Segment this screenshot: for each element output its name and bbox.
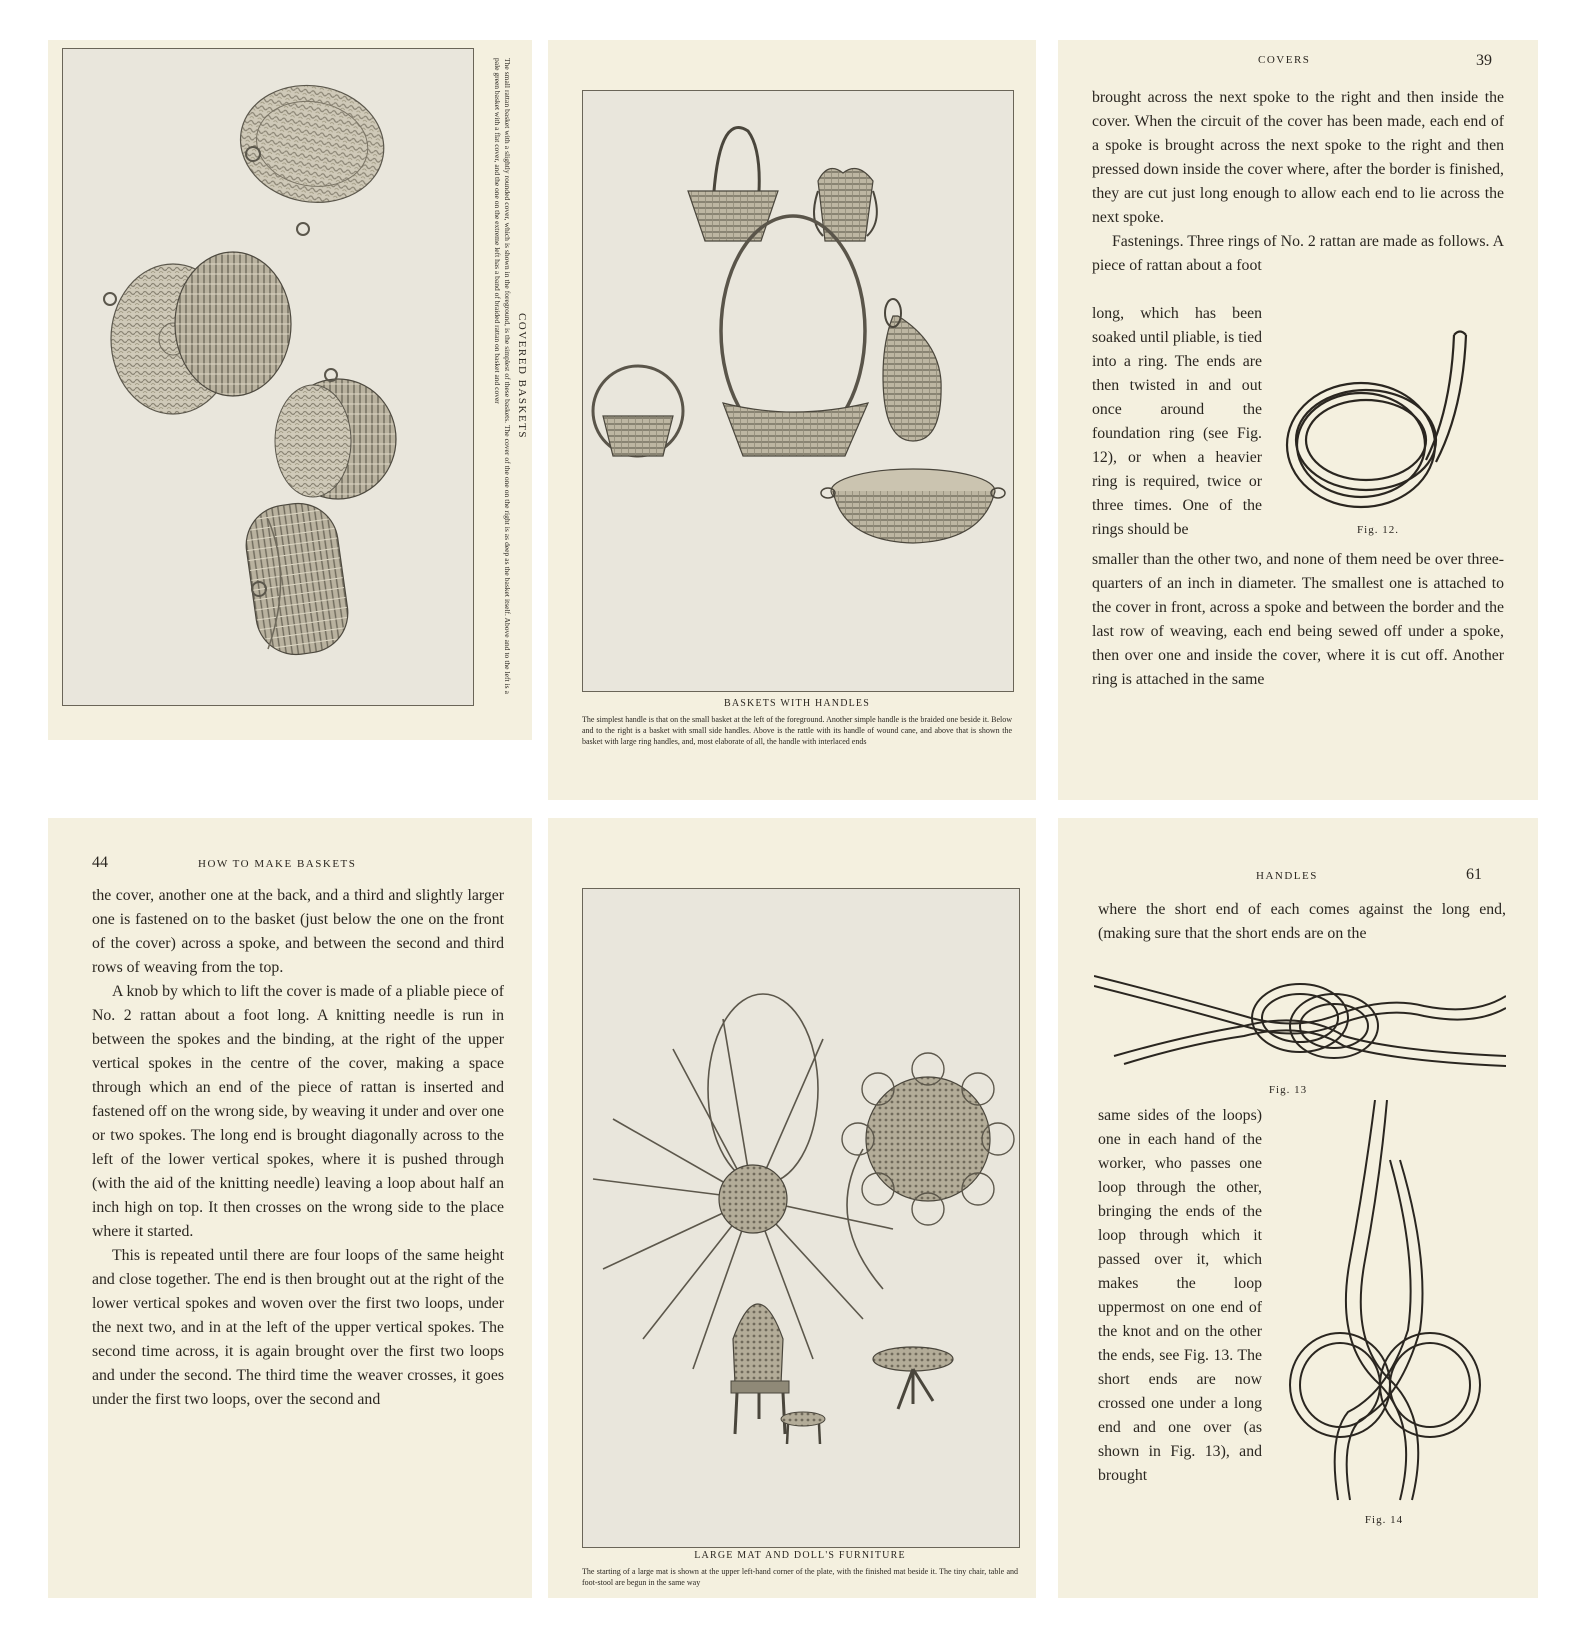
paragraph-side: same sides of the loops) one in each hand of the worker, who passes one loop through the other, bringing the ends of the loop through which it passed over it, which makes the loop uppermost on one end of the knot and on the other the ends, see Fig. 13. The short ends are now crossed one under a long end and one over (as shown in Fig. 13), and brought bbox=[1098, 1107, 1262, 1484]
book-page-large-mat bbox=[548, 818, 1036, 1598]
book-page-44 bbox=[48, 818, 532, 1598]
body-text-wrap bbox=[1092, 302, 1262, 542]
figure-14-knot bbox=[1280, 1100, 1490, 1510]
paragraph-fastenings: Fastenings. Three rings of No. 2 rattan are made as follows. A piece of rattan about a foot bbox=[1092, 233, 1504, 274]
baskets-with-handles-illustration bbox=[583, 91, 1013, 691]
plate-title: COVERED BASKETS bbox=[516, 312, 528, 440]
paragraph-1: the cover, another one at the back, and a third and slightly larger one is fastened on to the basket (just below the one on the front of the cover) across a spoke, and between the second and third rows of weaving from the top. bbox=[92, 887, 504, 976]
plate-photo-large-mat bbox=[582, 888, 1020, 1548]
large-mat-illustration bbox=[583, 889, 1019, 1547]
running-head: HANDLES bbox=[1256, 870, 1318, 882]
body-text-top bbox=[1098, 898, 1506, 946]
body-text-bottom bbox=[1092, 548, 1504, 692]
plate-photo-covered-baskets bbox=[62, 48, 474, 706]
page-number: 44 bbox=[92, 854, 108, 871]
plate-caption: The small rattan basket with a slightly rounded cover, which is shown in the foreground, is the simplest of these baskets. The cover of the one on the right is as deep as the basket itself. Above and to the left is a pale green basket with a flat cover, and the one on the extreme left has a band of braided rattan on basket and cover bbox=[493, 58, 512, 694]
paragraph-2: A knob by which to lift the cover is made of a pliable piece of No. 2 rattan about a foot long. A knitting needle is run in between the spokes and the binding, at the right of the upper vertical spokes in the centre of the cover, making a space through which an end of the piece of rattan is inserted and fastened off on the wrong side, by weaving it under and over one or two spokes. The long end is brought diagonally across to the left of the lower vertical spokes, where it is pushed through (with the aid of the knitting needle) leaving a loop about half an inch high on top. It then crosses on the wrong side to the place where it started. bbox=[92, 983, 504, 1240]
page-number: 39 bbox=[1476, 52, 1492, 69]
book-page-baskets-with-handles bbox=[548, 40, 1036, 800]
body-text-wrap bbox=[1098, 1104, 1262, 1488]
figure-13-knot bbox=[1094, 956, 1506, 1076]
reef-knot-drawing bbox=[1094, 956, 1506, 1076]
plate-caption: The starting of a large mat is shown at the upper left-hand corner of the plate, with the finished mat beside it. The tiny chair, table and foot-stool are begun in the same way bbox=[582, 1567, 1018, 1587]
plate-caption: The simplest handle is that on the small basket at the left of the foreground. Another simple handle is the braided one beside it. Below and to the right is a basket with small side handles. Above is the rattle with its handle of wound cane, and above that is shown the basket with large ring handles, and, most elaborate of all, the handle with interlaced ends bbox=[582, 715, 1012, 746]
running-head: HOW TO MAKE BASKETS bbox=[198, 858, 357, 870]
book-page-39 bbox=[1058, 40, 1538, 800]
plate-title: LARGE MAT AND DOLL'S FURNITURE bbox=[694, 1550, 906, 1561]
page-number: 61 bbox=[1466, 866, 1482, 883]
plate-photo-baskets-with-handles bbox=[582, 90, 1014, 692]
figure-13-label: Fig. 13 bbox=[1268, 1084, 1308, 1096]
handle-knot-drawing bbox=[1280, 1100, 1490, 1510]
figure-14-label: Fig. 14 bbox=[1364, 1514, 1404, 1526]
paragraph-top: where the short end of each comes against the long end, (making sure that the short ends are on the bbox=[1098, 901, 1506, 942]
paragraph-bottom: smaller than the other two, and none of them need be over three-quarters of an inch in diameter. The smallest one is attached to the cover in front, across a spoke and between the border and the last row of weaving, each end being sewed off under a spoke, then over one and inside the cover, where it is cut off. Another ring is attached in the same bbox=[1092, 551, 1504, 688]
figure-12-label: Fig. 12. bbox=[1357, 524, 1399, 536]
book-page-61 bbox=[1058, 818, 1538, 1598]
plate-title: BASKETS WITH HANDLES bbox=[723, 698, 871, 709]
book-page-covered-baskets bbox=[48, 40, 532, 740]
ring-knot-drawing bbox=[1276, 310, 1476, 520]
paragraph-side: long, which has been soaked until pliable, is tied into a ring. The ends are then twisted in and out once around the foundation ring (see Fig. 12), or when a heavier ring is required, twice or three times. One of the rings should be bbox=[1092, 305, 1262, 538]
paragraph-3: This is repeated until there are four loops of the same height and close together. The end is then brought out at the right of the lower vertical spokes and woven over the first two loops, under the next two, and in at the left of the upper vertical spokes. The second time across, it is again brought over the first two loops and under the second. The third time the weaver crosses, it goes under the first two loops, over the second and bbox=[92, 1247, 504, 1408]
body-text-top bbox=[1092, 86, 1504, 278]
running-head: COVERS bbox=[1258, 54, 1311, 66]
plate-caption-vertical bbox=[476, 48, 532, 704]
figure-12-ring bbox=[1276, 310, 1476, 520]
covered-baskets-illustration bbox=[63, 49, 473, 705]
paragraph-continued: brought across the next spoke to the right and then inside the cover. When the circuit of the cover has been made, each end of a spoke is brought across the next spoke to the right and then pressed down inside the cover where, after the border is finished, they are cut just long enough to allow each end to lie across the next spoke. bbox=[1092, 89, 1504, 226]
body-text bbox=[92, 884, 504, 1412]
